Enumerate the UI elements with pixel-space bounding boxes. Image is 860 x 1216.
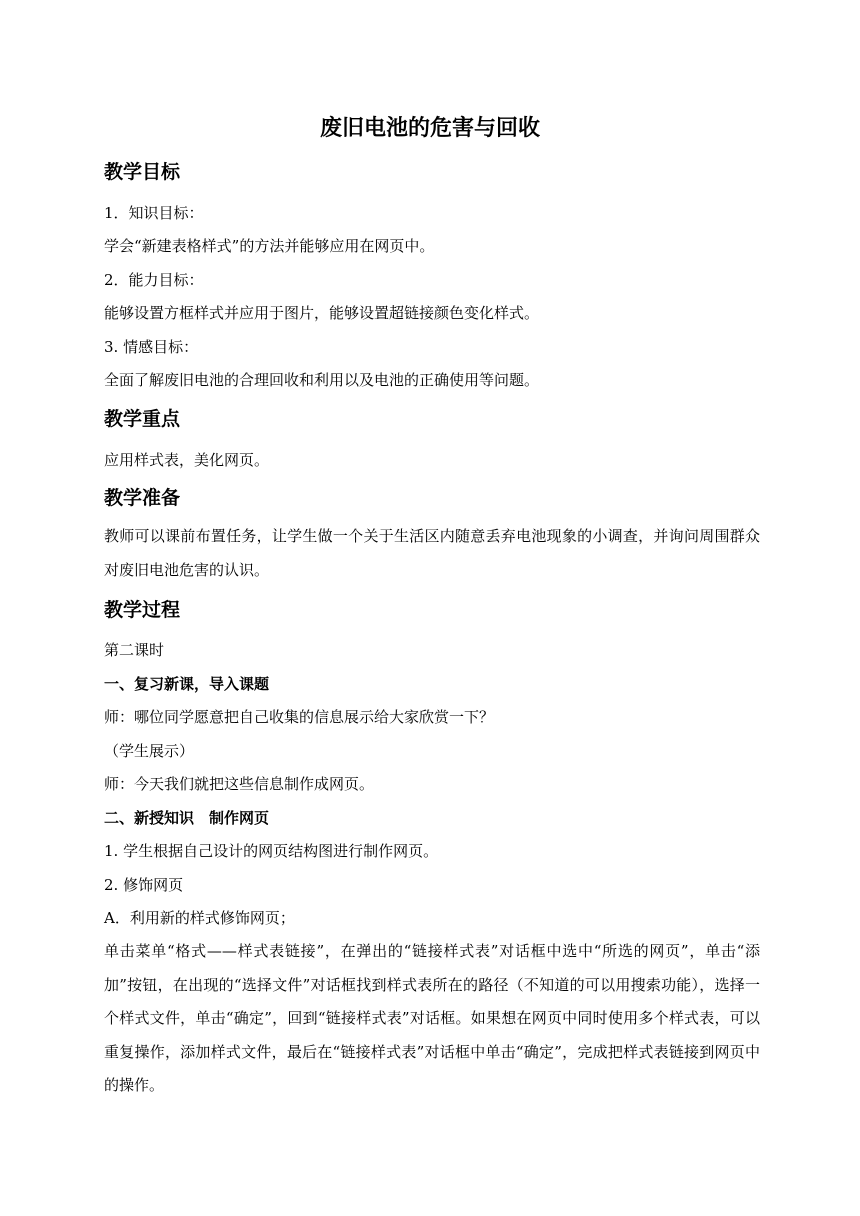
- part1-line: 师：哪位同学愿意把自己收集的信息展示给大家欣赏一下？: [104, 708, 495, 726]
- part1-line: （学生展示）: [104, 742, 195, 760]
- part2-line: 1. 学生根据自己设计的网页结构图进行制作网页。: [104, 842, 439, 860]
- part2-heading: 二、新授知识 制作网页: [104, 809, 270, 827]
- preparation-text: 教师可以课前布置任务，让学生做一个关于生活区内随意丢弃电池现象的小调查，并询问周围群众对废旧电池危害的认识。: [104, 527, 760, 579]
- objective-item: 1．知识目标：: [104, 204, 204, 222]
- part2-paragraph: 单击菜单“格式——样式表链接”，在弹出的“链接样式表”对话框中选中“所选的网页”，单击“添加”按钮，在出现的“选择文件”对话框找到样式表所在的路径（不知道的可以用搜索功能），选择一个样式文件，单击“确定”，回到“链接样式表”对话框。如果想在网页中同时使用多个样式表，可以重复操作，添加样式文件，最后在“链接样式表”对话框中单击“确定”，完成把样式表链接到网页中的操作。: [104, 942, 760, 1094]
- lesson-label: 第二课时: [104, 641, 165, 659]
- objective-item: 全面了解废旧电池的合理回收和利用以及电池的正确使用等问题。: [104, 371, 540, 389]
- objective-item: 学会“新建表格样式”的方法并能够应用在网页中。: [104, 237, 435, 255]
- process-heading: 教学过程: [104, 599, 181, 621]
- part1-line: 师：今天我们就把这些信息制作成网页。: [104, 775, 375, 793]
- part1-heading: 一、复习新课，导入课题: [104, 675, 270, 693]
- objective-item: 3. 情感目标：: [104, 338, 199, 356]
- objective-item: 能够设置方框样式并应用于图片，能够设置超链接颜色变化样式。: [104, 304, 540, 322]
- objective-item: 2．能力目标：: [104, 271, 204, 289]
- key-points-text: 应用样式表，美化网页。: [104, 451, 270, 469]
- document-title: 废旧电池的危害与回收: [319, 115, 540, 141]
- objectives-heading: 教学目标: [104, 161, 181, 183]
- part2-line: 2. 修饰网页: [104, 876, 184, 894]
- part2-line: A．利用新的样式修饰网页；: [104, 909, 295, 927]
- preparation-heading: 教学准备: [104, 487, 181, 509]
- key-points-heading: 教学重点: [104, 408, 181, 430]
